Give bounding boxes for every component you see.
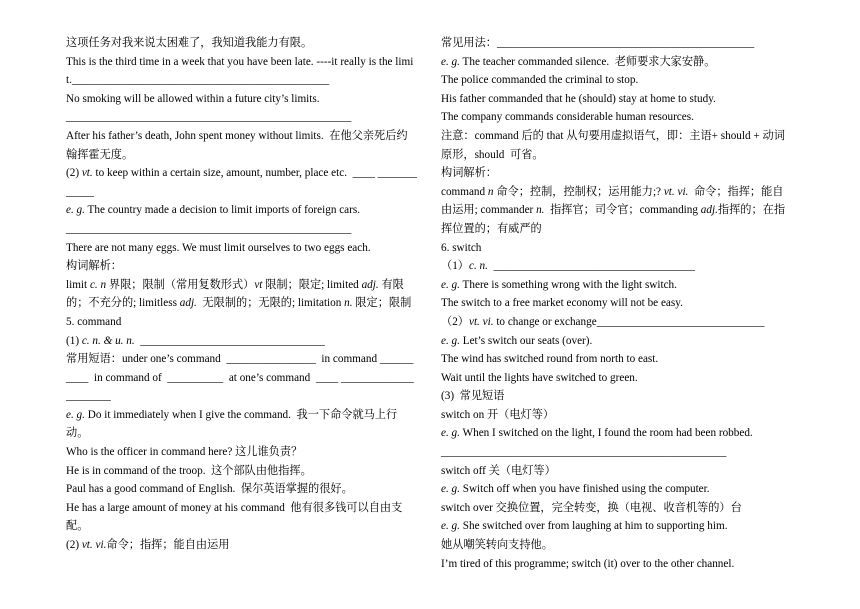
right-line: ___________________________________________________ (441, 446, 727, 459)
text-run: Switch off when you have finished using the computer. (459, 483, 710, 496)
right-line: 构词解析： (441, 167, 497, 180)
left-line: After his father’s death, John spent money without limits. 在他父亲死后约翰挥霍无度。 (66, 129, 408, 161)
left-line: This is the third time in a week that you have been late. ----it really is the limit.______________________________________________ (66, 55, 414, 87)
left-line: There are not many eggs. We must limit ourselves to two eggs each. (66, 241, 371, 254)
left-line: 常用短语：under one’s command ________________ in command __________ in command of __________ at one’s command ____ _____________________ (66, 353, 414, 403)
text-run: command (441, 185, 488, 198)
right-line: The company commands considerable human resources. (441, 111, 694, 124)
left-line (66, 164, 418, 201)
text-run: vt. vi. (81, 539, 107, 552)
text-run: vt. vi. (663, 185, 689, 198)
left-line (66, 406, 418, 443)
right-line: The police commanded the criminal to stop. (441, 74, 639, 87)
right-line: Wait until the lights have switched to green. (441, 371, 638, 384)
text-run: (2) (66, 167, 82, 180)
left-line (66, 276, 418, 313)
text-run: Let’s switch our seats (over). (459, 334, 593, 347)
left-line: ___________________________________________________ (66, 222, 352, 235)
left-line (66, 332, 418, 351)
left-line (66, 536, 418, 555)
right-line: The wind has switched round from north to east. (441, 353, 659, 366)
text-run: 有限的；不充分的; limitless (66, 278, 404, 310)
text-run: The country made a decision to limit imports of foreign cars. (84, 204, 361, 217)
text-run: n (487, 185, 494, 198)
right-line (441, 332, 793, 351)
text-run: vt. vi. (468, 315, 494, 328)
text-run: e. g. (66, 204, 85, 217)
left-line: 构词解析： (66, 260, 122, 273)
right-line: I’m tired of this programme; switch (it) over to the other channel. (441, 557, 735, 570)
right-line (441, 517, 793, 536)
right-column (441, 34, 793, 573)
text-run: 无限制的；无限的; limitation (196, 297, 345, 310)
text-run: e. g. (66, 408, 85, 421)
right-line (441, 257, 793, 276)
text-run: e. g. (441, 427, 460, 440)
text-run: adj. (179, 297, 197, 310)
text-run: （2） (441, 315, 469, 328)
right-line: 6. switch (441, 241, 482, 254)
text-run: e. g. (441, 278, 460, 291)
text-run: e. g. (441, 483, 460, 496)
left-line (66, 201, 418, 220)
text-run: The teacher commanded silence. 老师要求大家安静。 (459, 55, 716, 68)
text-run: to keep within a certain size, amount, number, place etc. ____ ____________ (66, 167, 417, 198)
right-line: 注意：command 后的 that 从句要用虚拟语气，即：主语+ should + 动词原形，should 可省。 (441, 129, 785, 161)
text-run: 命令；指挥；能自由运用 (106, 539, 230, 552)
right-line: 她从嘲笑转向支持他。 (441, 539, 553, 552)
text-run: adj. (361, 278, 379, 291)
left-line: 5. command (66, 315, 122, 328)
left-line: 这项任务对我来说太困难了，我知道我能力有限。 (66, 37, 313, 49)
text-run: c. n (89, 278, 107, 291)
text-run: adj. (700, 204, 718, 217)
right-line (441, 53, 793, 72)
text-run: _________________________________ (134, 334, 325, 347)
text-run: 命令；控制，控制权；运用能力;? (493, 185, 664, 198)
text-run: Do it immediately when I give the command. 我一下命令就马上行动。 (66, 408, 398, 440)
text-run: (2) (66, 539, 82, 552)
text-run: e. g. (441, 334, 460, 347)
text-run: e. g. (441, 520, 460, 533)
text-run: （1） (441, 260, 469, 273)
text-run: e. g. (441, 55, 460, 68)
right-line: The switch to a free market economy will not be easy. (441, 297, 683, 310)
right-line (441, 276, 793, 295)
text-run: limit (66, 278, 90, 291)
left-line: No smoking will be allowed within a future city’s limits. (66, 92, 320, 105)
right-line (441, 183, 793, 239)
text-run: c. n. (468, 260, 488, 273)
text-run: There is something wrong with the light switch. (459, 278, 677, 291)
right-line (441, 313, 793, 332)
text-run: When I switched on the light, I found the room had been robbed. (459, 427, 753, 440)
text-run: ____________________________________ (487, 260, 695, 273)
text-run: 指挥的；在指挥位置的；有威严的 (441, 204, 786, 235)
text-run: to change or exchange______________________________ (493, 315, 765, 328)
right-line (441, 480, 793, 499)
left-line: ___________________________________________________ (66, 111, 352, 124)
text-run: c. n. & u. n. (81, 334, 135, 347)
text-run: vt (254, 278, 263, 291)
text-run: (1) (66, 334, 82, 347)
right-line: His father commanded that he (should) stay at home to study. (441, 92, 716, 105)
text-run: She switched over from laughing at him to supporting him. (459, 520, 728, 533)
right-line: 常见用法：______________________________________________ (441, 37, 755, 49)
right-line: switch on 开（电灯等） (441, 408, 555, 421)
left-line: Paul has a good command of English. 保尔英语掌握的很好。 (66, 483, 353, 496)
right-line: switch over 交换位置，完全转变，换（电视、收音机等的）台 (441, 501, 742, 514)
right-line: switch off 关（电灯等） (441, 464, 556, 477)
right-line: (3) 常见短语 (441, 390, 505, 403)
text-run: n. (536, 204, 545, 217)
left-line: He has a large amount of money at his command 他有很多钱可以自由支配。 (66, 501, 403, 533)
left-column (66, 34, 418, 555)
left-line: He is in command of the troop. 这个部队由他指挥。 (66, 464, 312, 477)
text-run: 指挥官；司令官；commanding (544, 204, 701, 217)
text-run: 命令；指挥；能自由运用; commander (441, 185, 784, 217)
text-run: 限定；限制 (352, 297, 412, 310)
text-run: 界限；限制（常用复数形式） (106, 278, 255, 291)
text-run: n. (344, 297, 353, 310)
text-run: vt. (81, 167, 93, 180)
right-line (441, 424, 793, 443)
text-run: 限制；限定; limited (262, 278, 362, 291)
left-line: Who is the officer in command here? 这儿谁负责？ (66, 446, 303, 459)
